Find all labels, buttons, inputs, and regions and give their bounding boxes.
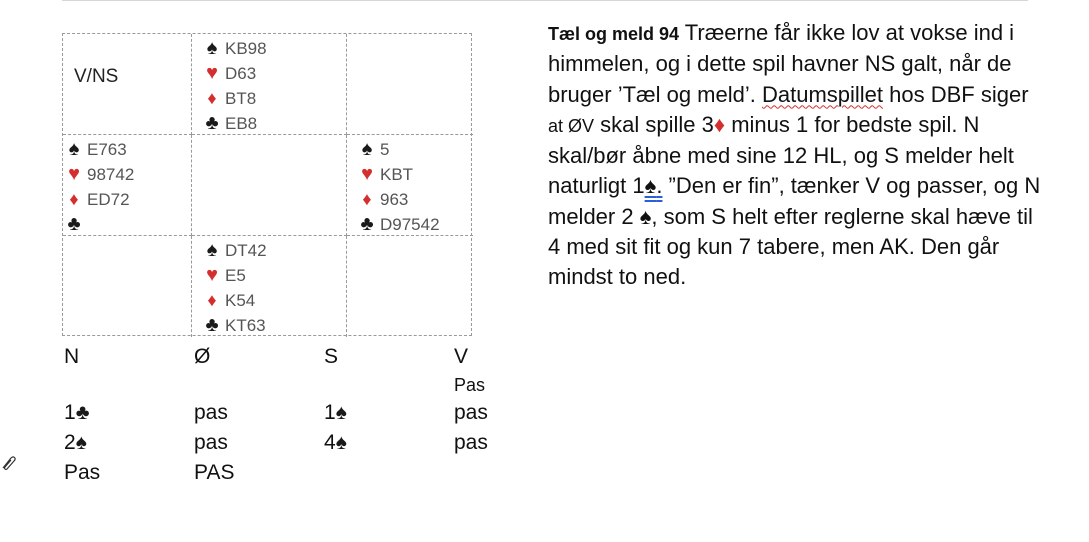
bidding-header-s: S (324, 345, 339, 368)
diamond-icon: ♦ (207, 88, 217, 108)
article-p4: minus 1 for bedste spil. N skal/bør åbne med sine 12 HL, og S melder helt naturligt 1 (548, 111, 1014, 199)
bid-north-pass: Pas (64, 461, 101, 484)
spade-icon: ♠ (644, 173, 657, 199)
diamond-icon: ♦ (362, 189, 372, 209)
bidding-header-o: Ø (194, 345, 211, 368)
east-hearts: KBT (380, 165, 414, 184)
deal-diagram (62, 33, 472, 336)
bid-west-pass: pas (454, 401, 488, 424)
north-spades: KB98 (225, 39, 267, 58)
north-clubs: EB8 (225, 114, 258, 133)
heart-icon: ♥ (361, 163, 373, 185)
club-icon: ♣ (360, 213, 374, 235)
cell-empty-se (347, 236, 473, 337)
article-p3: skal spille 3 (594, 111, 714, 137)
north-hearts: D63 (225, 64, 257, 83)
article-p2: hos DBF siger (883, 81, 1029, 107)
bid-south-4s: 4♠ (324, 431, 347, 454)
hand-east (347, 135, 473, 236)
south-clubs: KT63 (225, 316, 266, 335)
diamond-icon: ♦ (207, 290, 217, 310)
bidding-header-v: V (454, 345, 469, 368)
east-clubs: D97542 (380, 215, 440, 234)
hand-north (192, 34, 347, 135)
spade-icon: ♠ (206, 239, 218, 261)
paperclip-icon (0, 452, 18, 474)
article-p1: Træerne får ikke lov at vokse ind i himmelen, og i dette spil havner NS galt, når de bruger ’Tæl og meld’. (548, 20, 1015, 107)
bidding-row-1 (62, 398, 512, 428)
east-spades: 5 (380, 140, 390, 159)
cell-empty-ne (347, 34, 473, 135)
hand-west (63, 135, 192, 236)
spade-icon: ♠ (361, 138, 373, 160)
spellcheck-word: Datumspillet (761, 81, 884, 107)
spade-icon: ♠ (75, 431, 87, 454)
bid-north-1c: 1♣ (64, 401, 90, 424)
heart-icon: ♥ (206, 62, 218, 84)
heart-icon: ♥ (206, 264, 218, 286)
bidding-row-2 (62, 428, 512, 458)
east-diamonds: 963 (380, 190, 409, 209)
article-p5: ”Den er fin”, tænker V og passer, og N melder 2 (548, 173, 1041, 229)
bid-east-pass: pas (194, 401, 228, 424)
club-icon: ♣ (205, 112, 219, 134)
bidding-header-n: N (64, 345, 80, 368)
bid-west-pass: pas (454, 431, 488, 454)
spade-icon: ♠ (335, 401, 347, 424)
bid-east-pass: PAS (194, 461, 235, 484)
club-icon: ♣ (205, 314, 219, 336)
spade-icon: ♠ (639, 203, 652, 229)
bidding-pre-row (62, 372, 512, 398)
west-hearts: 98742 (87, 165, 135, 184)
article-text (548, 18, 1048, 346)
diamond-icon: ♦ (713, 111, 726, 137)
bid-south-1s: 1♠ (324, 401, 347, 424)
bid-east-pass: pas (194, 431, 228, 454)
cell-center (192, 135, 347, 236)
spade-icon: ♠ (206, 37, 218, 59)
spade-icon: ♠ (335, 431, 347, 454)
grammar-flag (645, 173, 663, 198)
heart-icon: ♥ (68, 163, 80, 185)
spade-icon: ♠ (68, 138, 80, 160)
bidding-header-row (62, 342, 512, 372)
south-hearts: E5 (225, 266, 246, 285)
club-icon: ♣ (67, 213, 81, 235)
west-spades: E763 (87, 140, 127, 159)
article-headline: Tæl og meld 94 (548, 24, 680, 44)
south-spades: DT42 (225, 241, 267, 260)
article-small-text: at ØV (548, 115, 595, 136)
club-icon: ♣ (75, 401, 90, 424)
cell-empty-sw (63, 236, 192, 337)
bid-north-2s: 2♠ (64, 431, 87, 454)
top-rule (62, 0, 1028, 1)
cell-dealer (63, 34, 192, 135)
south-diamonds: K54 (225, 291, 256, 310)
diamond-icon: ♦ (69, 189, 79, 209)
dealer-vulnerability: V/NS (74, 66, 119, 87)
bidding-table (62, 342, 512, 488)
west-diamonds: ED72 (87, 190, 130, 209)
hand-south (192, 236, 347, 337)
article-p6: , som S helt efter reglerne skal hæve til 4 med sit fit og kun 7 tabere, men AK. Den går mindst to ned. (548, 203, 1033, 290)
article-p4-tail: . (656, 173, 663, 199)
bidding-row-3 (62, 458, 512, 488)
north-diamonds: BT8 (225, 89, 257, 108)
bid-west-pass: Pas (454, 375, 486, 395)
